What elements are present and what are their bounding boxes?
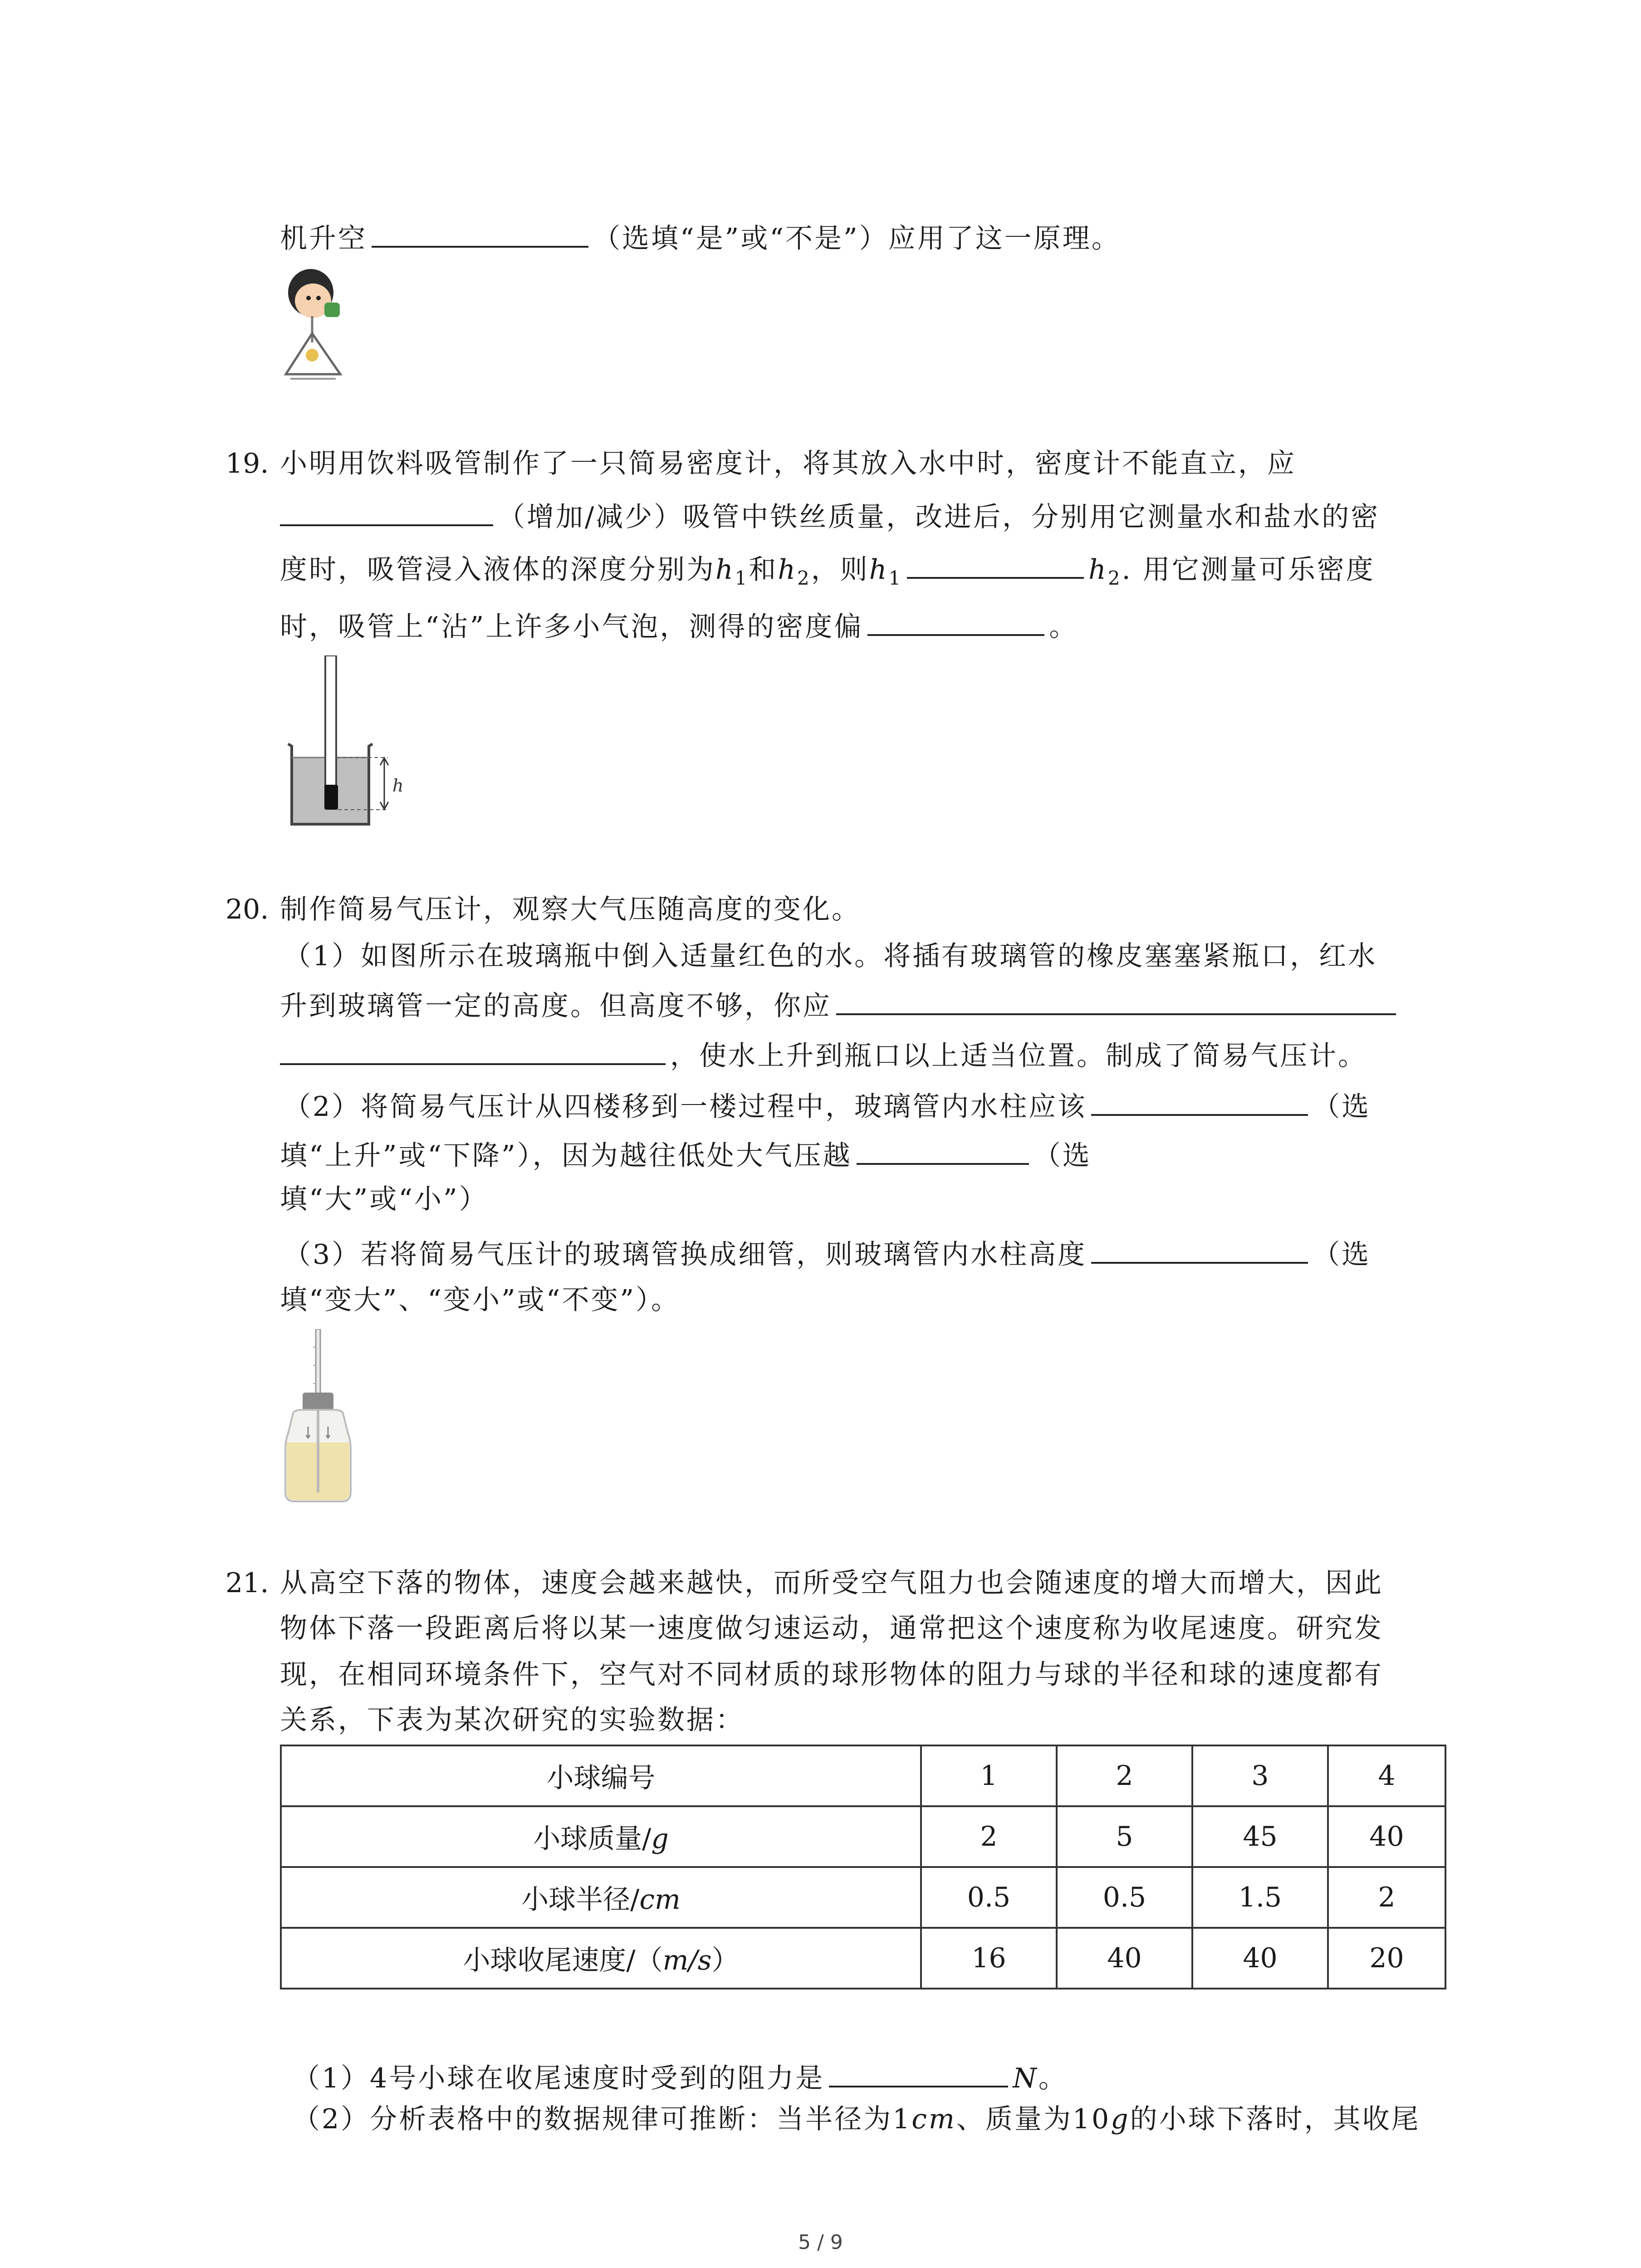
table-cell: 40 xyxy=(1057,1928,1192,1989)
row-label: 小球收尾速度/（m/s） xyxy=(281,1928,921,1989)
table-cell: 1 xyxy=(921,1745,1057,1806)
density-meter-beaker-figure xyxy=(284,655,420,837)
q19-blank-1[interactable] xyxy=(280,496,493,526)
q20-p1-line-2: 升到玻璃管一定的高度。但高度不够，你应 xyxy=(280,985,1401,1024)
q20-blank-3[interactable] xyxy=(1091,1086,1308,1116)
q20-p1-line-1: （1）如图所示在玻璃瓶中倒入适量红色的水。将插有玻璃管的橡皮塞塞紧瓶口，红水 xyxy=(284,940,1377,972)
table-cell: 5 xyxy=(1057,1806,1192,1867)
q20-number: 20. xyxy=(225,894,269,925)
row-label: 小球质量/g xyxy=(281,1806,921,1867)
table-cell: 0.5 xyxy=(1057,1867,1192,1928)
child-blowing-funnel-figure xyxy=(277,265,367,383)
table-cell: 0.5 xyxy=(921,1867,1057,1928)
depth-label: h xyxy=(392,776,404,796)
table-cell: 2 xyxy=(921,1806,1057,1867)
q21-sub-2: （2）分析表格中的数据规律可推断：当半径为1cm、质量为10g的小球下落时，其收尾 xyxy=(293,2103,1421,2135)
q21-line-3: 现，在相同环境条件下，空气对不同材质的球形物体的阻力与球的半径和球的速度都有 xyxy=(280,1659,1383,1691)
q21-blank-1[interactable] xyxy=(829,2058,1008,2087)
q20-blank-1[interactable] xyxy=(836,985,1396,1015)
q19-line-2: （增加/减少）吸管中铁丝质量，改进后，分别用它测量水和盐水的密 xyxy=(280,496,1380,535)
q20-blank-4[interactable] xyxy=(857,1135,1029,1165)
q20-intro: 制作简易气压计，观察大气压随高度的变化。 xyxy=(280,894,861,925)
table-cell: 1.5 xyxy=(1192,1867,1328,1928)
q19-line-4: 时，吸管上“沾”上许多小气泡，测得的密度偏 。 xyxy=(280,606,1078,645)
table-cell: 20 xyxy=(1328,1928,1445,1989)
barometer-bottle-figure xyxy=(274,1329,365,1510)
q20-p1-line-3: ，使水上升到瓶口以上适当位置。制成了简易气压计。 xyxy=(280,1035,1367,1074)
table-row xyxy=(281,1867,1445,1928)
q20-p3-line-1: （3）若将简易气压计的玻璃管换成细管，则玻璃管内水柱高度 （选 xyxy=(284,1234,1371,1273)
q21-line-2: 物体下落一段距离后将以某一速度做匀速运动，通常把这个速度称为收尾速度。研究发 xyxy=(280,1613,1383,1644)
q20-p3-line-2: 填“变大”、“变小”或“不变”）。 xyxy=(280,1284,681,1316)
q20-p2-line-1: （2）将简易气压计从四楼移到一楼过程中，玻璃管内水柱应该 （选 xyxy=(284,1086,1371,1125)
q19-blank-3[interactable] xyxy=(867,606,1044,636)
table-cell: 40 xyxy=(1328,1806,1445,1867)
q21-sub-1: （1）4号小球在收尾速度时受到的阻力是 N。 xyxy=(293,2058,1068,2097)
q18-blank[interactable] xyxy=(372,218,588,248)
table-row xyxy=(281,1806,1445,1867)
q21-line-4: 关系，下表为某次研究的实验数据： xyxy=(280,1704,745,1736)
table-row xyxy=(281,1745,1445,1806)
table-cell: 45 xyxy=(1192,1806,1328,1867)
q19-blank-2[interactable] xyxy=(907,549,1084,579)
table-cell: 4 xyxy=(1328,1745,1445,1806)
q20-blank-5[interactable] xyxy=(1091,1234,1308,1264)
table-cell: 16 xyxy=(921,1928,1057,1989)
q21-line-1: 从高空下落的物体，速度会越来越快，而所受空气阻力也会随速度的增大而增大，因此 xyxy=(280,1567,1383,1599)
q20-p2-line-3: 填“大”或“小”） xyxy=(280,1183,488,1215)
table-cell: 3 xyxy=(1192,1745,1328,1806)
page-number: 5 / 9 xyxy=(798,2231,843,2254)
q19-number: 19. xyxy=(225,448,269,479)
q20-blank-2[interactable] xyxy=(280,1035,666,1065)
q20-p2-line-2: 填“上升”或“下降”），因为越往低处大气压越 （选 xyxy=(280,1135,1092,1174)
table-cell: 2 xyxy=(1057,1745,1192,1806)
table-cell: 40 xyxy=(1192,1928,1328,1989)
row-label: 小球编号 xyxy=(281,1745,921,1806)
ball-data-table xyxy=(280,1745,1446,1989)
q18-tail-line: 机升空 （选填“是”或“不是”）应用了这一原理。 xyxy=(280,218,1121,257)
table-cell: 2 xyxy=(1328,1867,1445,1928)
q19-line-1: 小明用饮料吸管制作了一只简易密度计，将其放入水中时，密度计不能直立，应 xyxy=(280,448,1296,479)
table-row xyxy=(281,1928,1445,1989)
row-label: 小球半径/cm xyxy=(281,1867,921,1928)
q19-line-3: 度时，吸管浸入液体的深度分别为$h_1$和$h_2$，则$h_1$ $h_2$. 用它测量可乐密度 xyxy=(280,549,1375,596)
q21-number: 21. xyxy=(225,1567,269,1599)
